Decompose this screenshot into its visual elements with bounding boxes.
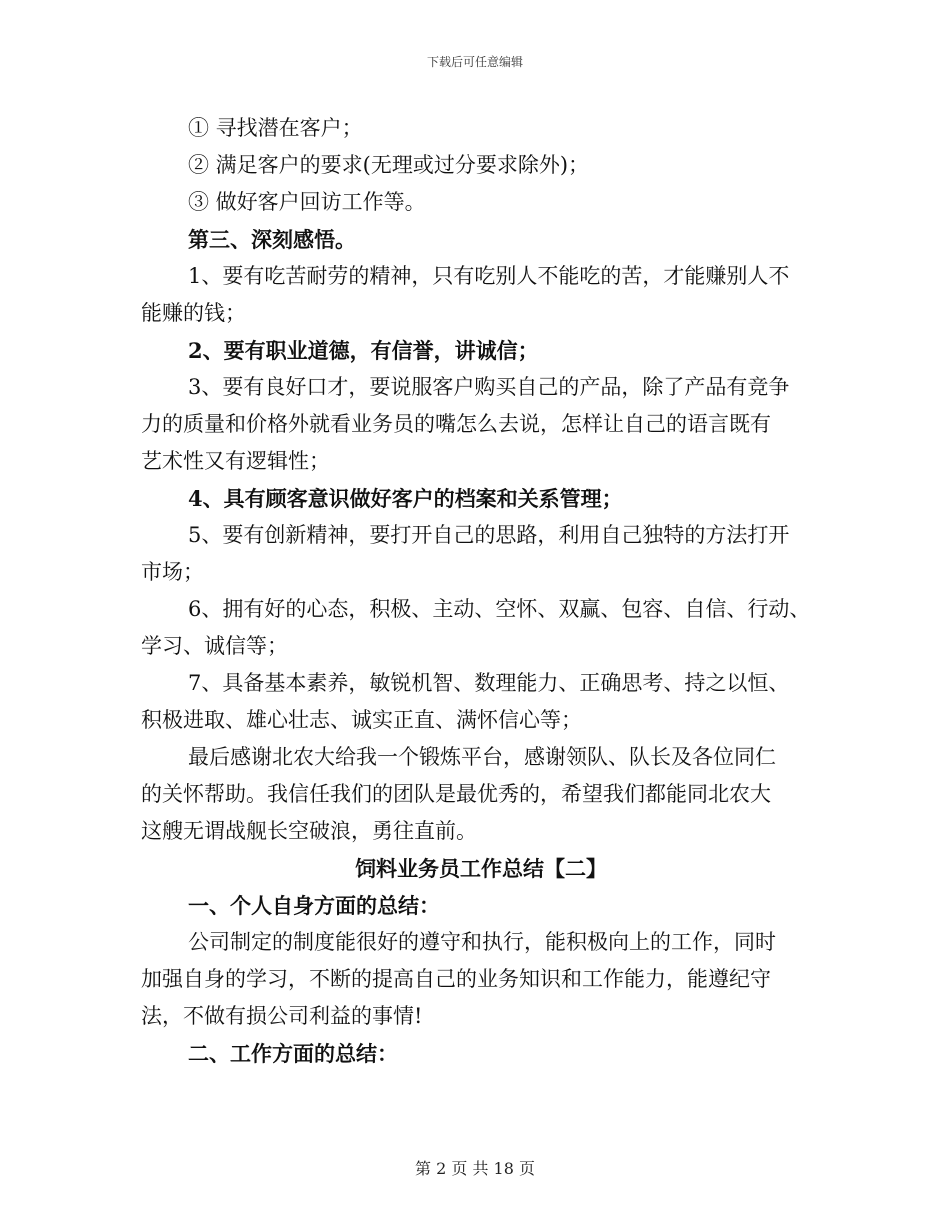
section-heading: 二、工作方面的总结： (188, 1041, 398, 1066)
paragraph-line: 最后感谢北农大给我一个锻炼平台，感谢领队、队长及各位同仁 (188, 745, 776, 769)
list-item: ① 寻找潜在客户； (188, 116, 363, 140)
section-heading: 第三、深刻感悟。 (188, 227, 356, 252)
paragraph-line: 法，不做有损公司利益的事情! (141, 1004, 423, 1028)
paragraph-line: 市场； (141, 560, 204, 584)
paragraph-line: 加强自身的学习，不断的提高自己的业务知识和工作能力，能遵纪守 (141, 967, 771, 991)
list-item: ③ 做好客户回访工作等。 (188, 190, 426, 214)
paragraph-line: 5、要有创新精神，要打开自己的思路，利用自己独特的方法打开 (188, 523, 790, 547)
paragraph-line: 能赚的钱； (141, 301, 246, 325)
list-item: ② 满足客户的要求(无理或过分要求除外)； (188, 153, 590, 177)
paragraph-line: 积极进取、雄心壮志、诚实正直、满怀信心等； (141, 708, 582, 732)
header-note: 下载后可任意编辑 (426, 55, 523, 69)
paragraph-line: 1、要有吃苦耐劳的精神，只有吃别人不能吃的苦，才能赚别人不 (188, 264, 790, 288)
paragraph-line: 公司制定的制度能很好的遵守和执行，能积极向上的工作，同时 (188, 930, 776, 954)
bold-paragraph-line: 2、要有职业道德，有信誉，讲诚信； (188, 338, 539, 363)
paragraph-line: 艺术性又有逻辑性； (141, 449, 330, 473)
paragraph-line: 7、具备基本素养，敏锐机智、数理能力、正确思考、持之以恒、 (188, 671, 790, 695)
paragraph-line: 这艘无谓战舰长空破浪，勇往直前。 (141, 819, 477, 843)
paragraph-line: 的关怀帮助。我信任我们的团队是最优秀的，希望我们都能同北农大 (141, 782, 771, 806)
paragraph-line: 力的质量和价格外就看业务员的嘴怎么去说，怎样让自己的语言既有 (141, 412, 771, 436)
paragraph-line: 学习、诚信等； (141, 634, 288, 658)
page-number: 第 2 页 共 18 页 (415, 1159, 535, 1178)
paragraph-line: 3、要有良好口才，要说服客户购买自己的产品，除了产品有竞争 (188, 375, 790, 399)
document-title: 饲料业务员工作总结【二】 (355, 856, 607, 881)
bold-paragraph-line: 4、具有顾客意识做好客户的档案和关系管理； (188, 486, 623, 511)
paragraph-line: 6、拥有好的心态，积极、主动、空怀、双赢、包容、自信、行动、 (188, 597, 811, 621)
section-heading: 一、个人自身方面的总结： (188, 893, 440, 918)
document-body (141, 110, 821, 1072)
